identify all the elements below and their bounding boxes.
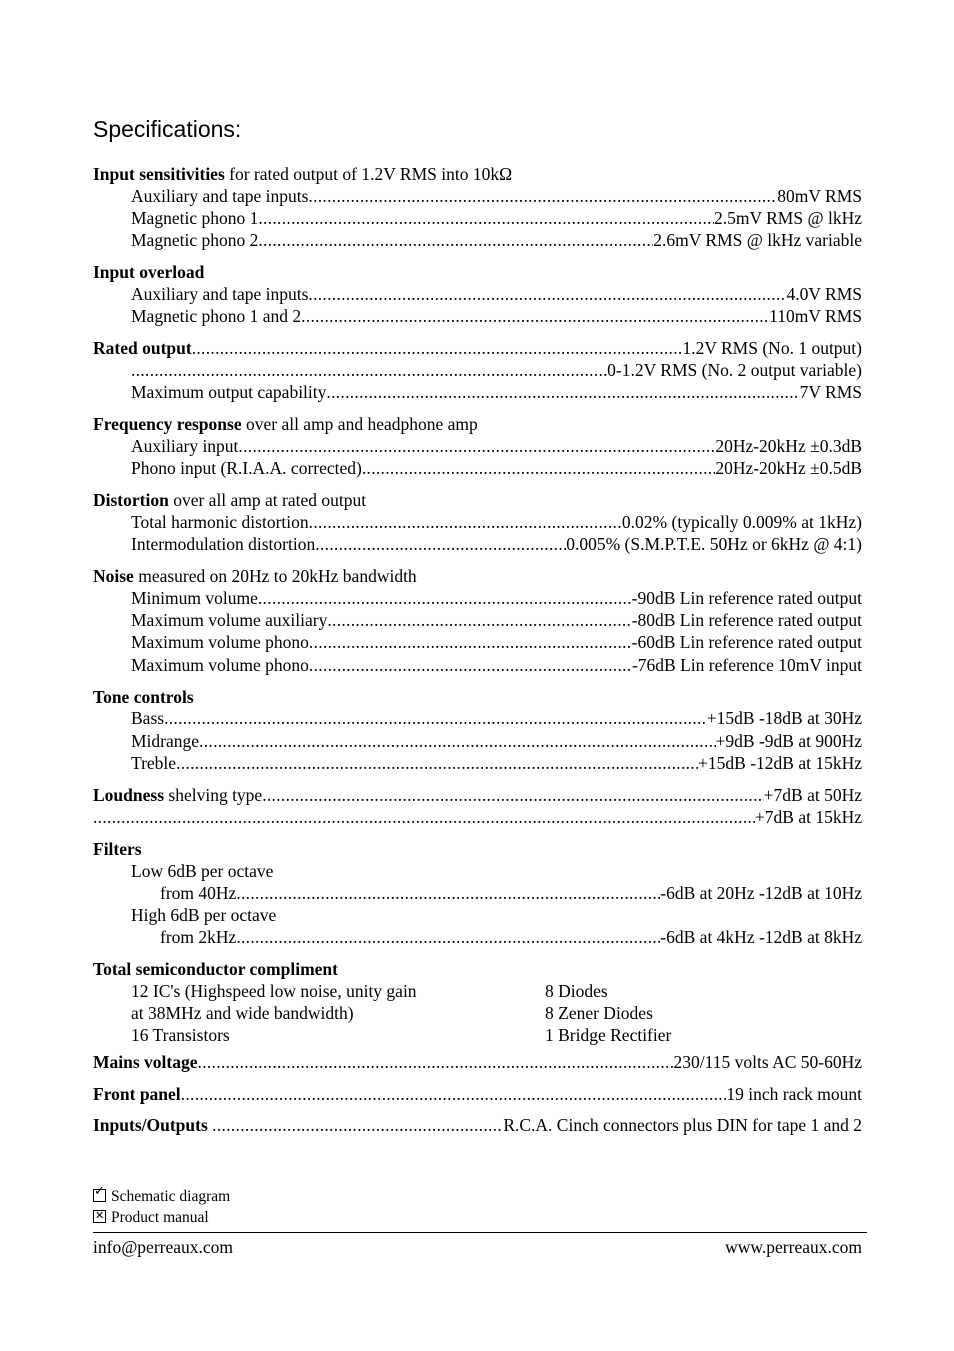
- spec-row: Auxiliary and tape inputs ..... 4.0V RMS: [131, 283, 862, 305]
- spec-row: Midrange ..... +9dB -9dB at 900Hz: [131, 730, 862, 752]
- spec-row: Maximum volume phono ..... -76dB Lin reference 10mV input: [131, 654, 862, 676]
- spec-row: Magnetic phono 2 ..... 2.6mV RMS @ lkHz variable: [131, 229, 862, 251]
- spec-row: ..... 0-1.2V RMS (No. 2 output variable): [131, 359, 862, 381]
- input-sensitivities-heading: Input sensitivities for rated output of 1.2V RMS into 10kΩ: [93, 164, 513, 184]
- footer-website[interactable]: www.perreaux.com: [725, 1237, 862, 1257]
- spec-row: Maximum volume phono ..... -60dB Lin reference rated output: [131, 631, 862, 653]
- semiconductor-line: 16 Transistors 1 Bridge Rectifier: [131, 1025, 672, 1045]
- tone-controls-heading: Tone controls: [93, 687, 194, 707]
- spec-row: Auxiliary and tape inputs ..... 80mV RMS: [131, 185, 862, 207]
- loudness-row: Loudness shelving type ..... +7dB at 50Hz: [93, 784, 862, 806]
- spec-row: from 2kHz ..... -6dB at 4kHz -12dB at 8kHz: [160, 926, 862, 948]
- filter-high-label: High 6dB per octave: [131, 905, 277, 925]
- spec-row: Total harmonic distortion ..... 0.02% (typically 0.009% at 1kHz): [131, 511, 862, 533]
- checklist-item: ✕ Product manual: [95, 1209, 209, 1226]
- spec-row: Bass ..... +15dB -18dB at 30Hz: [131, 707, 862, 729]
- spec-row: Magnetic phono 1 and 2 ..... 110mV RMS: [131, 305, 862, 327]
- spec-row: Minimum volume ..... -90dB Lin reference rated output: [131, 587, 862, 609]
- frequency-response-heading: Frequency response over all amp and headphone amp: [93, 414, 478, 434]
- front-panel-row: Front panel ..... 19 inch rack mount: [93, 1083, 862, 1105]
- spec-row: Treble ..... +15dB -12dB at 15kHz: [131, 752, 862, 774]
- crossed-box-icon: ✕: [95, 1209, 105, 1222]
- inputs-outputs-row: Inputs/Outputs ..... R.C.A. Cinch connectors plus DIN for tape 1 and 2: [93, 1114, 862, 1136]
- page-title: Specifications:: [93, 116, 242, 142]
- checked-box-icon: ✓: [93, 1189, 106, 1202]
- semiconductor-line: 12 IC's (Highspeed low noise, unity gain 8 Diodes: [131, 981, 608, 1001]
- spec-row: ..... +7dB at 15kHz: [93, 806, 862, 828]
- filter-low-label: Low 6dB per octave: [131, 861, 274, 881]
- footer-email[interactable]: info@perreaux.com: [93, 1237, 234, 1257]
- semiconductor-heading: Total semiconductor compliment: [93, 959, 338, 979]
- input-overload-heading: Input overload: [93, 262, 205, 282]
- spec-row: Phono input (R.I.A.A. corrected) ..... 20Hz-20kHz ±0.5dB: [131, 457, 862, 479]
- semiconductor-line: at 38MHz and wide bandwidth) 8 Zener Diodes: [131, 1003, 653, 1023]
- footer-divider: [93, 1232, 867, 1233]
- spec-row: Maximum output capability ..... 7V RMS: [131, 381, 862, 403]
- noise-heading: Noise measured on 20Hz to 20kHz bandwidth: [93, 566, 417, 586]
- spec-row: Intermodulation distortion ..... 0.005% (S.M.P.T.E. 50Hz or 6kHz @ 4:1): [131, 533, 862, 555]
- distortion-heading: Distortion over all amp at rated output: [93, 490, 367, 510]
- filters-heading: Filters: [93, 839, 142, 859]
- mains-voltage-row: Mains voltage ..... 230/115 volts AC 50-60Hz: [93, 1051, 862, 1073]
- checklist-item: ✓ Schematic diagram: [94, 1184, 231, 1205]
- spec-row: Magnetic phono 1 ..... 2.5mV RMS @ lkHz: [131, 207, 862, 229]
- rated-output-row: Rated output ..... 1.2V RMS (No. 1 output): [93, 337, 862, 359]
- spec-row: from 40Hz ..... -6dB at 20Hz -12dB at 10Hz: [160, 882, 862, 904]
- spec-row: Maximum volume auxiliary ..... -80dB Lin reference rated output: [131, 609, 862, 631]
- spec-row: Auxiliary input ..... 20Hz-20kHz ±0.3dB: [131, 435, 862, 457]
